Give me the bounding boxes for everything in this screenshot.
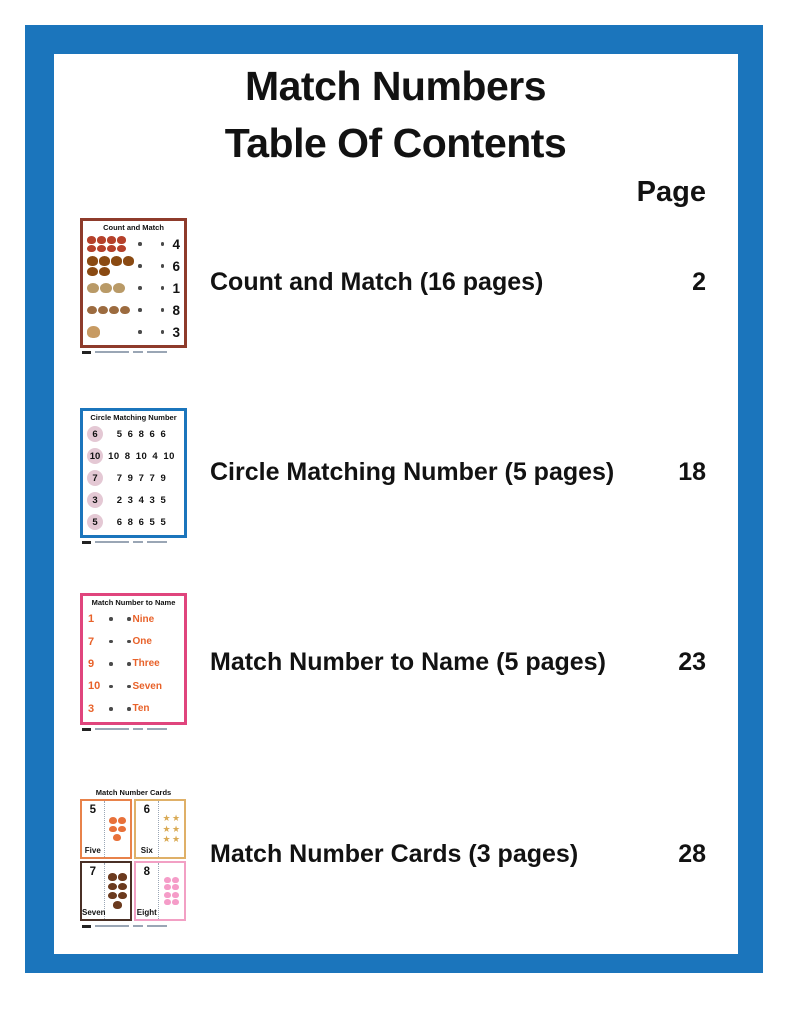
count-and-match-thumbnail (80, 218, 187, 354)
number-to-name-worksheet (80, 593, 187, 725)
number-to-name-rows (88, 608, 179, 720)
fish-icon (164, 899, 171, 905)
starfish-icon: ★ (172, 823, 181, 834)
starfish-icon: ★ (172, 834, 181, 844)
credits-logo (82, 728, 91, 731)
fish-icon (164, 884, 171, 890)
target-number-circle: 3 (87, 492, 103, 508)
target-number-circle: 5 (87, 514, 103, 530)
animal-group (87, 236, 134, 252)
monkey-icon (98, 306, 108, 315)
starfish-icon: ★ (162, 823, 171, 834)
number-card (80, 799, 132, 859)
card-label-area (136, 801, 158, 857)
match-dot-icon (127, 662, 131, 666)
number-name-row (88, 699, 179, 719)
bird-icon (97, 236, 106, 244)
circle-matching-number-thumbnail (80, 408, 187, 544)
hedgehog-icon (118, 883, 127, 891)
card-number: 6 (143, 804, 150, 816)
bird-icon (107, 245, 116, 253)
card-item-group (104, 863, 130, 919)
match-dot-icon (109, 707, 113, 711)
starfish-icon: ★ (162, 813, 171, 823)
match-dot-icon (109, 617, 113, 621)
credits-text (147, 541, 167, 543)
card-number-word: Eight (136, 908, 157, 917)
card-item-group (158, 801, 184, 857)
hedgehog-icon (108, 883, 117, 891)
fish-icon (172, 892, 179, 898)
count-and-match-rows (87, 233, 180, 343)
match-dot-icon (138, 286, 142, 290)
turkey-icon (99, 267, 110, 276)
number-name-row (88, 632, 179, 652)
turkey-icon (87, 267, 98, 276)
animal-group (87, 326, 134, 337)
credits-text (133, 541, 143, 543)
animal-group (87, 256, 134, 276)
bird-icon (97, 245, 106, 253)
fish-icon (172, 884, 179, 890)
number-name: One (132, 636, 152, 648)
crab-icon (109, 826, 117, 833)
card-label-area (136, 863, 158, 919)
count-match-row (87, 300, 180, 320)
thumbnail-credits-bar (80, 924, 187, 928)
match-number: 1 (88, 613, 95, 626)
circle-matching-worksheet (80, 408, 187, 538)
fish-icon (164, 892, 171, 898)
target-number-circle: 10 (87, 448, 103, 464)
match-dot-icon (161, 242, 165, 246)
hedgehog-icon (113, 901, 122, 909)
thumbnail-credits-bar (80, 540, 187, 544)
thumbnail-title: Match Number Cards (95, 788, 172, 797)
credits-logo (82, 925, 91, 928)
count-match-row (87, 234, 180, 254)
number-name-row (88, 609, 179, 629)
number-card (134, 799, 186, 859)
match-number-to-name-thumbnail (80, 593, 187, 731)
circle-match-row (87, 512, 180, 532)
hedgehog-icon (118, 892, 127, 900)
turkey-icon (123, 256, 134, 265)
credits-text (133, 728, 143, 730)
circle-match-row (87, 468, 180, 488)
monkey-icon (109, 306, 119, 315)
hedgehog-icon (108, 892, 117, 900)
monkey-icon (87, 306, 97, 315)
animal-group (87, 306, 134, 315)
toc-entry-label: Match Number Cards (3 pages) (210, 840, 579, 868)
circle-match-row (87, 490, 180, 510)
fish-icon (164, 877, 171, 883)
count-and-match-worksheet (80, 218, 187, 348)
match-number: 4 (172, 236, 180, 252)
thumbnail-credits-bar (80, 350, 187, 354)
match-dot-icon (127, 640, 131, 644)
number-name-row (88, 654, 179, 674)
option-numbers: 6 8 6 5 5 (116, 516, 167, 528)
number-name: Seven (132, 680, 162, 692)
toc-entry-label: Match Number to Name (5 pages) (210, 648, 606, 676)
match-number: 9 (88, 657, 95, 670)
owl-icon (87, 283, 99, 293)
circle-matching-rows (87, 423, 180, 533)
owl-icon (100, 283, 112, 293)
animal-group (87, 283, 134, 293)
bird-icon (107, 236, 116, 244)
credits-text (147, 351, 167, 353)
thumbnail-credits-bar (80, 727, 187, 731)
card-number: 7 (89, 866, 96, 878)
bird-icon (117, 245, 126, 253)
match-dot-icon (138, 264, 142, 268)
match-number: 7 (88, 635, 95, 648)
number-name: Ten (132, 703, 150, 715)
count-match-row (87, 322, 180, 342)
credits-text (95, 351, 129, 353)
credits-text (133, 925, 143, 927)
number-name-row (88, 676, 179, 696)
page-title (0, 58, 791, 172)
match-number: 10 (88, 680, 101, 693)
match-dot-icon (127, 707, 131, 711)
match-dot-icon (138, 242, 142, 246)
fish-icon (172, 877, 179, 883)
target-number-circle: 6 (87, 426, 103, 442)
count-match-row (87, 256, 180, 276)
number-cards-grid (80, 799, 187, 922)
match-dot-icon (161, 330, 165, 334)
match-dot-icon (161, 308, 165, 312)
bird-icon (87, 236, 96, 244)
match-dot-icon (109, 640, 113, 644)
card-number: 5 (89, 804, 96, 816)
hedgehog-icon (118, 873, 127, 881)
number-card (80, 861, 132, 921)
bird-icon (87, 245, 96, 253)
number-name: Nine (132, 613, 155, 625)
credits-logo (82, 541, 91, 544)
crab-icon (118, 817, 126, 824)
fish-icon (172, 899, 179, 905)
option-numbers: 2 3 4 3 5 (116, 494, 167, 506)
card-label-area (82, 801, 104, 857)
starfish-icon: ★ (162, 834, 171, 844)
turkey-icon (87, 256, 98, 265)
page-title-line1: Match Numbers (244, 63, 547, 109)
credits-text (147, 925, 167, 927)
option-numbers: 5 6 8 6 6 (116, 428, 167, 440)
toc-entry-label: Count and Match (16 pages) (210, 268, 544, 296)
option-numbers: 10 8 10 4 10 (108, 450, 175, 462)
card-number-word: Seven (82, 908, 106, 917)
match-number: 8 (172, 302, 180, 318)
card-item-group (158, 863, 184, 919)
match-dot-icon (138, 330, 142, 334)
credits-text (95, 925, 129, 927)
credits-text (133, 351, 143, 353)
match-dot-icon (161, 264, 165, 268)
match-number: 6 (172, 258, 180, 274)
crab-icon (113, 834, 121, 841)
crab-icon (118, 826, 126, 833)
count-match-row (87, 278, 180, 298)
number-cards-worksheet (80, 788, 187, 922)
match-dot-icon (138, 308, 142, 312)
page-column-header: Page (636, 176, 706, 208)
match-dot-icon (127, 617, 131, 621)
match-dot-icon (127, 685, 131, 689)
match-number: 1 (172, 280, 180, 296)
thumbnail-title: Match Number to Name (91, 598, 176, 607)
card-label-area (82, 863, 104, 919)
option-numbers: 7 9 7 7 9 (116, 472, 167, 484)
match-dot-icon (161, 286, 165, 290)
monkey-icon (87, 326, 100, 337)
toc-entry-page-number: 18 (678, 458, 706, 486)
credits-text (95, 728, 129, 730)
card-item-group (104, 801, 130, 857)
card-number-word: Six (140, 846, 153, 855)
credits-text (95, 541, 129, 543)
toc-entry-page-number: 23 (678, 648, 706, 676)
card-number-word: Five (84, 846, 101, 855)
starfish-icon: ★ (172, 813, 181, 823)
number-card (134, 861, 186, 921)
match-dot-icon (109, 685, 113, 689)
credits-logo (82, 351, 91, 354)
target-number-circle: 7 (87, 470, 103, 486)
circle-match-row (87, 446, 180, 466)
circle-match-row (87, 424, 180, 444)
monkey-icon (120, 306, 130, 315)
match-number: 3 (172, 324, 180, 340)
match-dot-icon (109, 662, 113, 666)
credits-text (147, 728, 167, 730)
turkey-icon (111, 256, 122, 265)
match-number-cards-thumbnail (80, 788, 187, 928)
toc-entry-page-number: 28 (678, 840, 706, 868)
page-title-line2: Table Of Contents (224, 120, 567, 166)
card-number: 8 (143, 866, 150, 878)
turkey-icon (99, 256, 110, 265)
bird-icon (117, 236, 126, 244)
thumbnail-title: Count and Match (103, 223, 164, 232)
hedgehog-icon (108, 873, 117, 881)
toc-entry-page-number: 2 (692, 268, 706, 296)
owl-icon (113, 283, 125, 293)
number-name: Three (132, 658, 160, 670)
match-number: 3 (88, 702, 95, 715)
thumbnail-title: Circle Matching Number (90, 413, 177, 422)
toc-entry-label: Circle Matching Number (5 pages) (210, 458, 615, 486)
crab-icon (109, 817, 117, 824)
